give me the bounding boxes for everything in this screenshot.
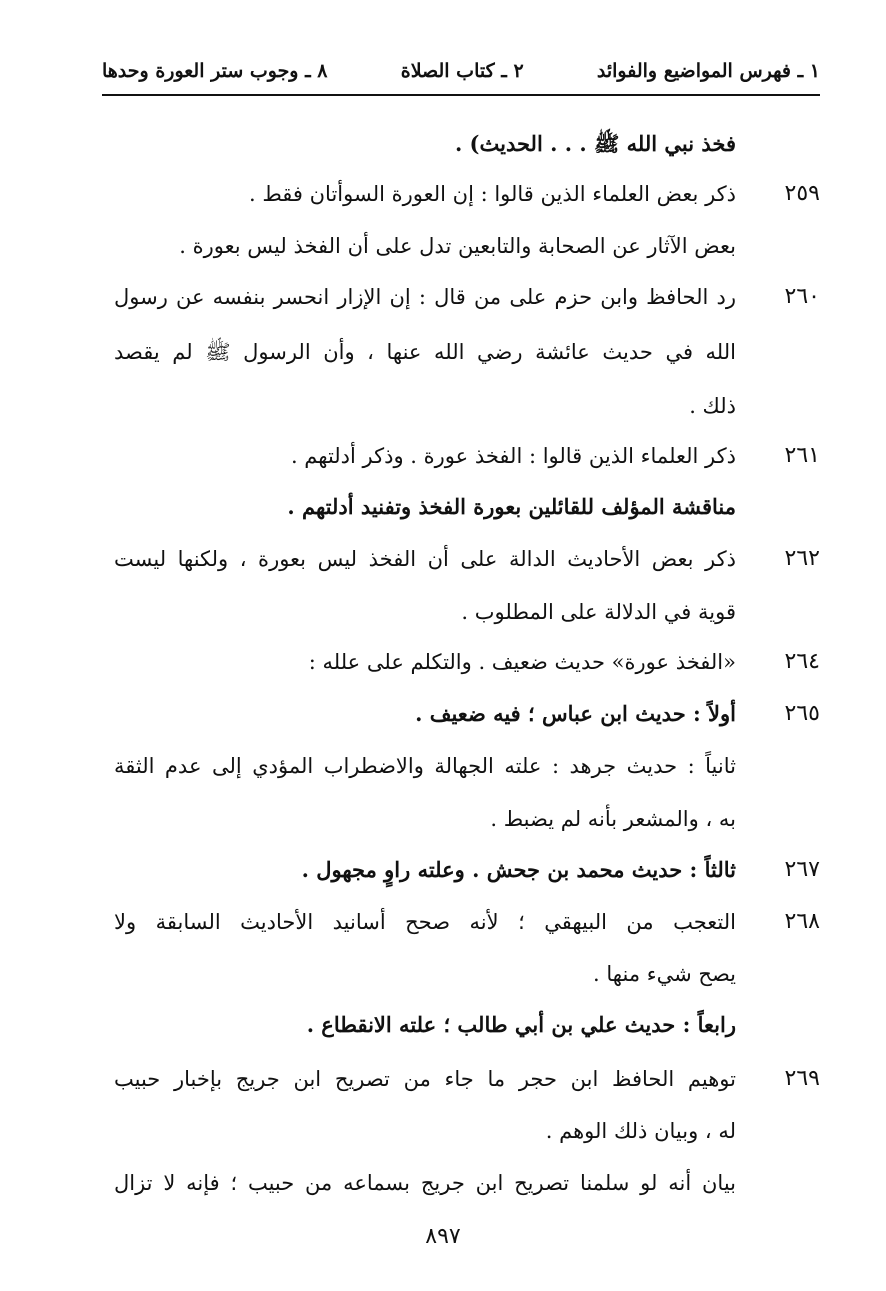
header-chapter-title: ٨ ـ وجوب ستر العورة وحدها	[102, 60, 328, 82]
index-line: الله في حديث عائشة رضي الله عنها ، وأن الرسول ﷺ لم يقصد	[114, 340, 736, 364]
index-line: قوية في الدلالة على المطلوب .	[461, 600, 736, 624]
index-line: ذلك .	[689, 394, 736, 418]
index-line: التعجب من البيهقي ؛ لأنه صحح أسانيد الأحاديث السابقة ولا	[114, 910, 736, 934]
index-line: رد الحافظ وابن حزم على من قال : إن الإزار انحسر بنفسه عن رسول	[114, 285, 736, 309]
page-number: ٢٦١	[784, 443, 820, 468]
index-line: بيان أنه لو سلمنا تصريح ابن جريج بسماعه من حبيب ؛ فإنه لا تزال	[114, 1171, 736, 1195]
index-line: أولاً : حديث ابن عباس ؛ فيه ضعيف .	[415, 701, 736, 726]
page-number: ٢٦٢	[784, 546, 820, 571]
folio: ٨٩٧	[425, 1224, 461, 1249]
header-index-title: ١ ـ فهرس المواضيع والفوائد	[596, 60, 820, 82]
header-rule	[102, 94, 820, 96]
index-line: بعض الآثار عن الصحابة والتابعين تدل على أن الفخذ ليس بعورة .	[179, 234, 736, 258]
index-line: له ، وبيان ذلك الوهم .	[545, 1119, 736, 1143]
page-number: ٢٦٩	[784, 1066, 820, 1091]
page-number: ٢٦٨	[784, 909, 820, 934]
page-number: ٢٦٠	[784, 284, 820, 309]
page-number: ٢٦٥	[784, 701, 820, 726]
index-line: به ، والمشعر بأنه لم يضبط .	[490, 807, 736, 831]
index-line: ذكر العلماء الذين قالوا : الفخذ عورة . وذكر أدلتهم .	[290, 444, 736, 468]
index-line: يصح شيء منها .	[593, 962, 736, 986]
index-line: توهيم الحافظ ابن حجر ما جاء من تصريح ابن جريج بإخبار حبيب	[114, 1067, 736, 1091]
running-header	[102, 52, 820, 90]
page-number: ٢٦٤	[784, 649, 820, 674]
index-line: رابعاً : حديث علي بن أبي طالب ؛ علته الانقطاع .	[306, 1012, 736, 1037]
section-heading: مناقشة المؤلف للقائلين بعورة الفخذ وتفنيد أدلتهم .	[287, 494, 736, 519]
index-line: «الفخذ عورة» حديث ضعيف . والتكلم على علله :	[308, 650, 736, 674]
header-book-title: ٢ ـ كتاب الصلاة	[400, 60, 524, 82]
index-line: ثالثاً : حديث محمد بن جحش . وعلته راوٍ مجهول .	[301, 857, 736, 882]
page-number: ٢٥٩	[784, 181, 820, 206]
index-line: ثانياً : حديث جرهد : علته الجهالة والاضطراب المؤدي إلى عدم الثقة	[114, 754, 736, 778]
index-line: فخذ نبي الله ﷺ . . . الحديث) .	[454, 131, 736, 156]
index-line: ذكر بعض الأحاديث الدالة على أن الفخذ ليس بعورة ، ولكنها ليست	[114, 547, 736, 571]
page-number: ٢٦٧	[784, 857, 820, 882]
index-line: ذكر بعض العلماء الذين قالوا : إن العورة السوأتان فقط .	[249, 182, 736, 206]
